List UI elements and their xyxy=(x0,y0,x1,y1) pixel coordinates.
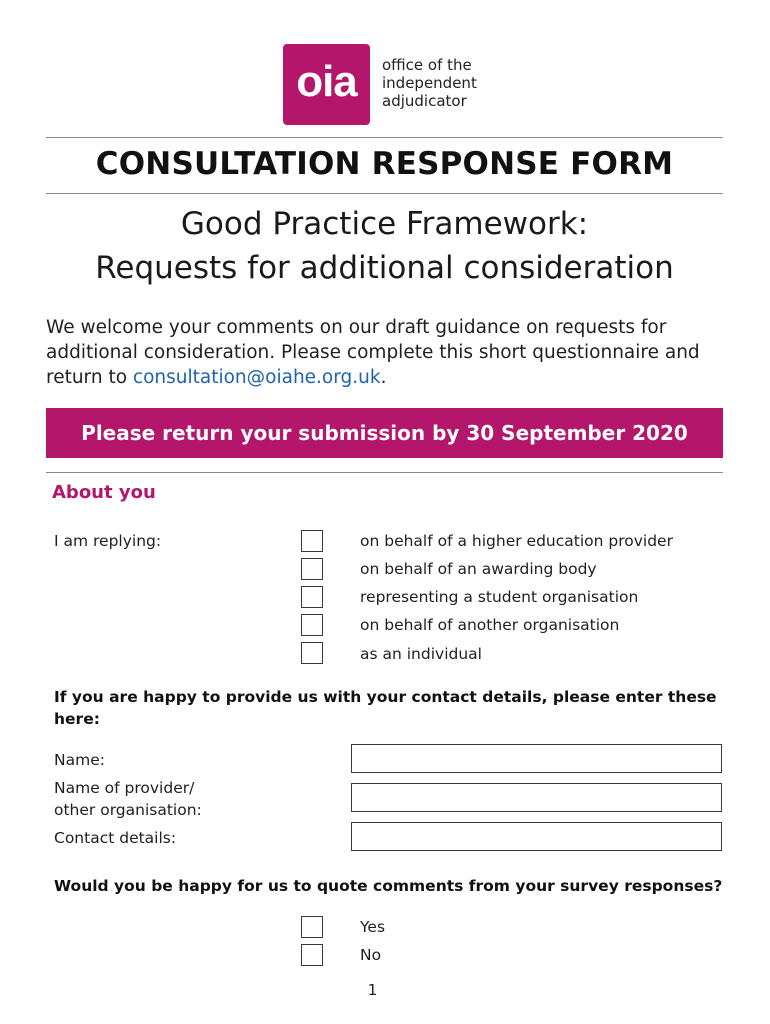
oia-logo-mark: oia xyxy=(283,44,370,125)
logo-text-line-2: independent xyxy=(382,74,477,92)
logo-text xyxy=(382,56,477,110)
provider-label-line-1: Name of provider/ xyxy=(54,779,195,797)
intro-text-end: . xyxy=(380,367,387,388)
logo-text-line-1: office of the xyxy=(382,56,472,74)
email-link[interactable]: consultation@oiahe.org.uk xyxy=(132,367,381,388)
subtitle-line-1: Good Practice Framework: xyxy=(180,206,589,242)
contact-details-label: Contact details: xyxy=(54,829,177,847)
checkbox-individual[interactable] xyxy=(301,642,323,664)
divider-section xyxy=(46,472,723,473)
checkbox-awarding-body[interactable] xyxy=(301,558,323,580)
divider-top xyxy=(46,137,723,138)
checkbox-no[interactable] xyxy=(301,944,323,966)
contact-details-question: If you are happy to provide us with your contact details, please enter these here: xyxy=(54,688,717,728)
option-label-no: No xyxy=(360,946,382,964)
subtitle-line-2: Requests for additional consideration xyxy=(95,250,674,286)
divider-title xyxy=(46,193,723,194)
intro-text: We welcome your comments on our draft guidance on requests for additional consideration. Please complete this short questionnaire and return to xyxy=(46,317,700,388)
checkbox-higher-education-provider[interactable] xyxy=(301,530,323,552)
option-label-individual: as an individual xyxy=(360,645,482,663)
contact-details-field[interactable] xyxy=(351,822,722,851)
option-label-student-organisation: representing a student organisation xyxy=(360,588,639,606)
quote-question: Would you be happy for us to quote comments from your survey responses? xyxy=(54,877,723,895)
checkbox-student-organisation[interactable] xyxy=(301,586,323,608)
option-label-awarding-body: on behalf of an awarding body xyxy=(360,560,597,578)
option-label-yes: Yes xyxy=(360,918,386,936)
name-label: Name: xyxy=(54,751,105,769)
option-label-higher-education-provider: on behalf of a higher education provider xyxy=(360,532,673,550)
name-field[interactable] xyxy=(351,744,722,773)
section-heading-about-you: About you xyxy=(52,482,156,503)
checkbox-another-organisation[interactable] xyxy=(301,614,323,636)
page-number: 1 xyxy=(367,981,378,999)
provider-field[interactable] xyxy=(351,783,722,812)
logo-text-line-3: adjudicator xyxy=(382,92,467,110)
replying-label: I am replying: xyxy=(54,532,162,550)
provider-label-line-2: other organisation: xyxy=(54,801,202,819)
deadline-banner: Please return your submission by 30 September 2020 xyxy=(46,408,723,458)
form-title: CONSULTATION RESPONSE FORM xyxy=(95,146,674,182)
checkbox-yes[interactable] xyxy=(301,916,323,938)
option-label-another-organisation: on behalf of another organisation xyxy=(360,616,620,634)
intro-paragraph xyxy=(46,315,726,390)
